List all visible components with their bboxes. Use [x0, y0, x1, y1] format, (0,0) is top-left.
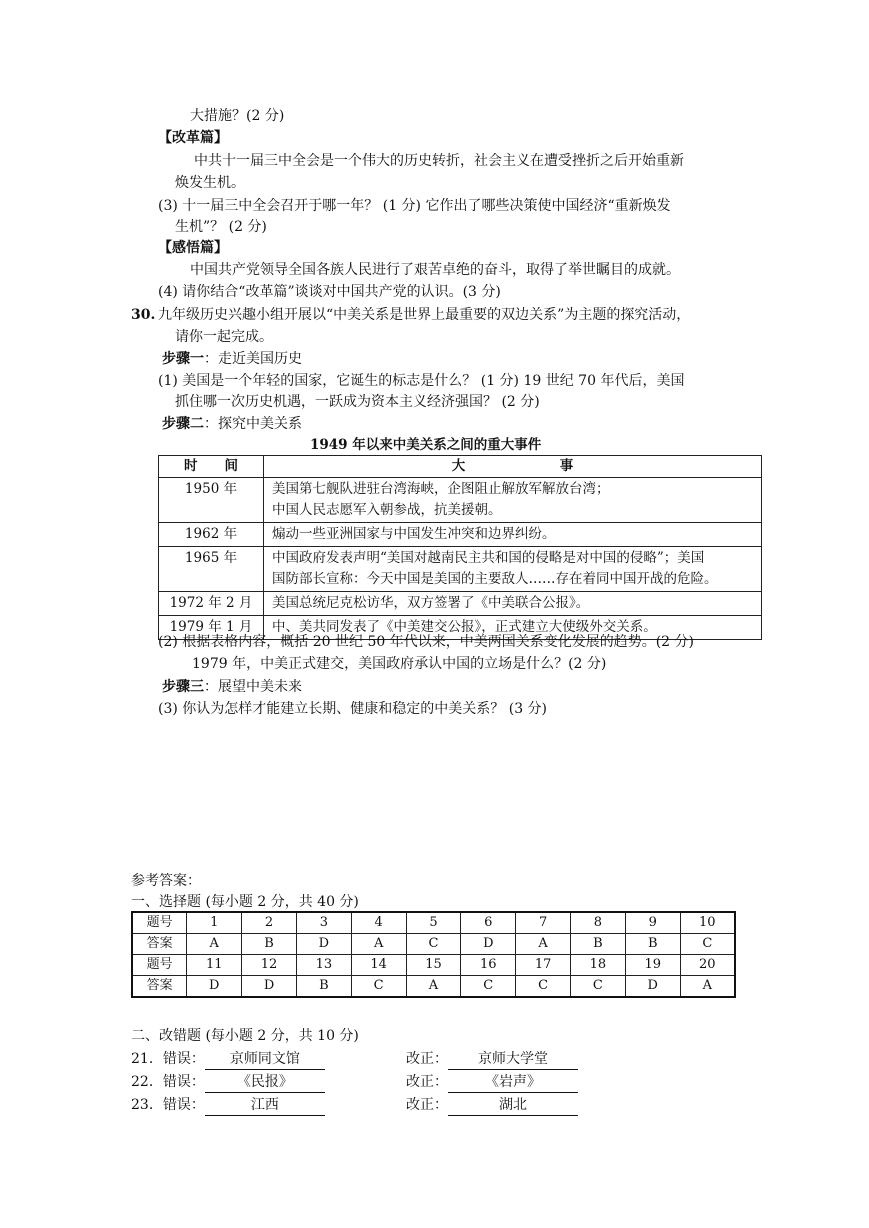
answer-cell: A	[406, 976, 461, 998]
reform-paragraph: 中共十一届三中全会是一个伟大的历史转折，社会主义在遭受挫折之后开始重新	[194, 153, 684, 169]
correction-row	[131, 1095, 325, 1116]
question-number: 4	[351, 912, 406, 934]
event-line: 中国人民志愿军入朝参战，抗美援朝。	[272, 502, 502, 518]
answer-table	[131, 911, 736, 998]
question-number: 14	[351, 955, 406, 976]
correction-wrong: 江西	[205, 1096, 325, 1116]
event-year: 1979 年 1 月	[159, 616, 264, 640]
question-number: 3	[296, 912, 351, 934]
correction-wrong: 京师同文馆	[205, 1050, 325, 1070]
question-number: 11	[187, 955, 242, 976]
answer-cell: C	[571, 976, 626, 998]
correction-fix	[406, 1095, 578, 1116]
answer-cell: B	[296, 976, 351, 998]
event-line: 美国第七舰队进驻台湾海峡，企图阻止解放军解放台湾；	[272, 481, 610, 497]
question-30-stem-cont: 请你一起完成。	[175, 329, 273, 345]
step-3-text: ：展望中美未来	[204, 679, 302, 695]
step-1-text: ：走近美国历史	[204, 351, 302, 367]
question-number: 1	[187, 912, 242, 934]
question-number: 13	[296, 955, 351, 976]
event-year: 1962 年	[159, 523, 264, 547]
question-number: 18	[571, 955, 626, 976]
reform-paragraph-cont: 焕发生机。	[175, 175, 245, 191]
event-description: 煽动一些亚洲国家与中国发生冲突和边界纠纷。	[264, 523, 762, 547]
question-3-final: (3) 你认为怎样才能建立长期、健康和稳定的中美关系？ (3 分)	[158, 701, 548, 717]
question-number: 2	[242, 912, 297, 934]
step-2-heading	[162, 414, 302, 434]
event-year: 1950 年	[159, 478, 264, 523]
question-2-cont: 1979 年，中美正式建交，美国政府承认中国的立场是什么？(2 分)	[192, 656, 607, 672]
answer-cell: C	[680, 934, 735, 955]
step-3-label: 步骤三	[162, 679, 204, 695]
question-number: 9	[625, 912, 680, 934]
event-description	[264, 547, 762, 592]
answer-cell: D	[296, 934, 351, 955]
answer-cell: D	[625, 976, 680, 998]
question-number-30: 30.	[131, 307, 156, 323]
event-description: 中、美共同发表了《中美建交公报》，正式建立大使级外交关系。	[264, 616, 762, 640]
question-3: (3) 十一届三中全会召开于哪一年？ (1 分) 它作出了哪些决策使中国经济“重新焕发	[158, 198, 671, 214]
correction-right: 京师大学堂	[448, 1050, 578, 1070]
answer-cell: C	[461, 976, 516, 998]
correction-number: 21．错误：	[131, 1051, 205, 1067]
correction-number: 22．错误：	[131, 1074, 205, 1090]
question-number: 17	[516, 955, 571, 976]
table-title: 1949 年以来中美关系之间的重大事件	[310, 437, 542, 453]
event-description: 美国总统尼克松访华，双方签署了《中美联合公报》。	[264, 592, 762, 616]
correction-number: 23．错误：	[131, 1097, 205, 1113]
section-1-heading: 一、选择题 (每小题 2 分，共 40 分)	[131, 894, 359, 910]
answer-cell: B	[571, 934, 626, 955]
question-2: (2) 根据表格内容，概括 20 世纪 50 年代以来，中美两国关系变化发展的趋势。(2 分)	[158, 634, 694, 650]
question-4: (4) 请你结合“改革篇”谈谈对中国共产党的认识。(3 分)	[158, 284, 501, 300]
answer-cell: D	[242, 976, 297, 998]
fix-label: 改正：	[406, 1074, 448, 1090]
section-heading-feel: 【感悟篇】	[158, 240, 228, 256]
answer-cell: A	[187, 934, 242, 955]
section-2-heading: 二、改错题 (每小题 2 分，共 10 分)	[131, 1028, 359, 1044]
event-description	[264, 478, 762, 523]
row-label: 答案	[132, 976, 187, 998]
step-2-text: ：探究中美关系	[204, 416, 302, 432]
table-row	[132, 934, 735, 955]
answers-title: 参考答案：	[131, 873, 201, 889]
table-row	[159, 478, 762, 523]
question-fragment: 大措施？(2 分)	[190, 108, 285, 124]
feel-paragraph: 中国共产党领导全国各族人民进行了艰苦卓绝的奋斗，取得了举世瞩目的成就。	[190, 262, 680, 278]
answer-cell: A	[351, 934, 406, 955]
row-label: 题号	[132, 955, 187, 976]
correction-row	[131, 1049, 325, 1070]
question-number: 19	[625, 955, 680, 976]
step-1-heading	[162, 349, 302, 369]
answer-cell: A	[516, 934, 571, 955]
step-1-question: (1) 美国是一个年轻的国家，它诞生的标志是什么？ (1 分) 19 世纪 70 年代后，美国	[158, 373, 685, 389]
event-year: 1965 年	[159, 547, 264, 592]
step-3-heading	[162, 677, 302, 697]
correction-wrong: 《民报》	[205, 1073, 325, 1093]
correction-row	[131, 1072, 325, 1093]
question-number: 16	[461, 955, 516, 976]
question-number: 5	[406, 912, 461, 934]
event-year: 1972 年 2 月	[159, 592, 264, 616]
correction-fix	[406, 1049, 578, 1070]
correction-right: 《岩声》	[448, 1073, 578, 1093]
answer-cell: B	[242, 934, 297, 955]
question-number: 8	[571, 912, 626, 934]
question-number: 20	[680, 955, 735, 976]
answer-cell: A	[680, 976, 735, 998]
question-30-stem: 九年级历史兴趣小组开展以“中美关系是世界上最重要的双边关系”为主题的探究活动，	[158, 307, 691, 323]
question-number: 10	[680, 912, 735, 934]
header-time: 时 间	[159, 456, 264, 478]
table-row	[132, 912, 735, 934]
answer-cell: C	[406, 934, 461, 955]
event-line: 国防部长宣称：今天中国是美国的主要敌人……存在着同中国开战的危险。	[272, 571, 718, 587]
answer-cell: B	[625, 934, 680, 955]
step-1-question-cont: 抓住哪一次历史机遇，一跃成为资本主义经济强国？ (2 分)	[175, 394, 540, 410]
table-row	[132, 976, 735, 998]
answer-cell: D	[461, 934, 516, 955]
table-row	[132, 955, 735, 976]
row-label: 题号	[132, 912, 187, 934]
row-label: 答案	[132, 934, 187, 955]
events-table	[158, 455, 762, 640]
step-1-label: 步骤一	[162, 351, 204, 367]
fix-label: 改正：	[406, 1097, 448, 1113]
question-number: 7	[516, 912, 571, 934]
event-line: 中国政府发表声明“美国对越南民主共和国的侵略是对中国的侵略”；美国	[272, 550, 705, 566]
question-number: 15	[406, 955, 461, 976]
fix-label: 改正：	[406, 1051, 448, 1067]
answer-cell: C	[516, 976, 571, 998]
events-table-header	[159, 456, 762, 478]
step-2-label: 步骤二	[162, 416, 204, 432]
answer-cell: C	[351, 976, 406, 998]
correction-fix	[406, 1072, 578, 1093]
table-row	[159, 523, 762, 547]
question-3-cont: 生机”？ (2 分)	[175, 219, 267, 235]
question-number: 6	[461, 912, 516, 934]
answer-cell: D	[187, 976, 242, 998]
table-row	[159, 592, 762, 616]
table-row	[159, 547, 762, 592]
correction-right: 湖北	[448, 1096, 578, 1116]
question-number: 12	[242, 955, 297, 976]
header-event: 大 事	[264, 456, 762, 478]
section-heading-reform: 【改革篇】	[158, 130, 228, 146]
